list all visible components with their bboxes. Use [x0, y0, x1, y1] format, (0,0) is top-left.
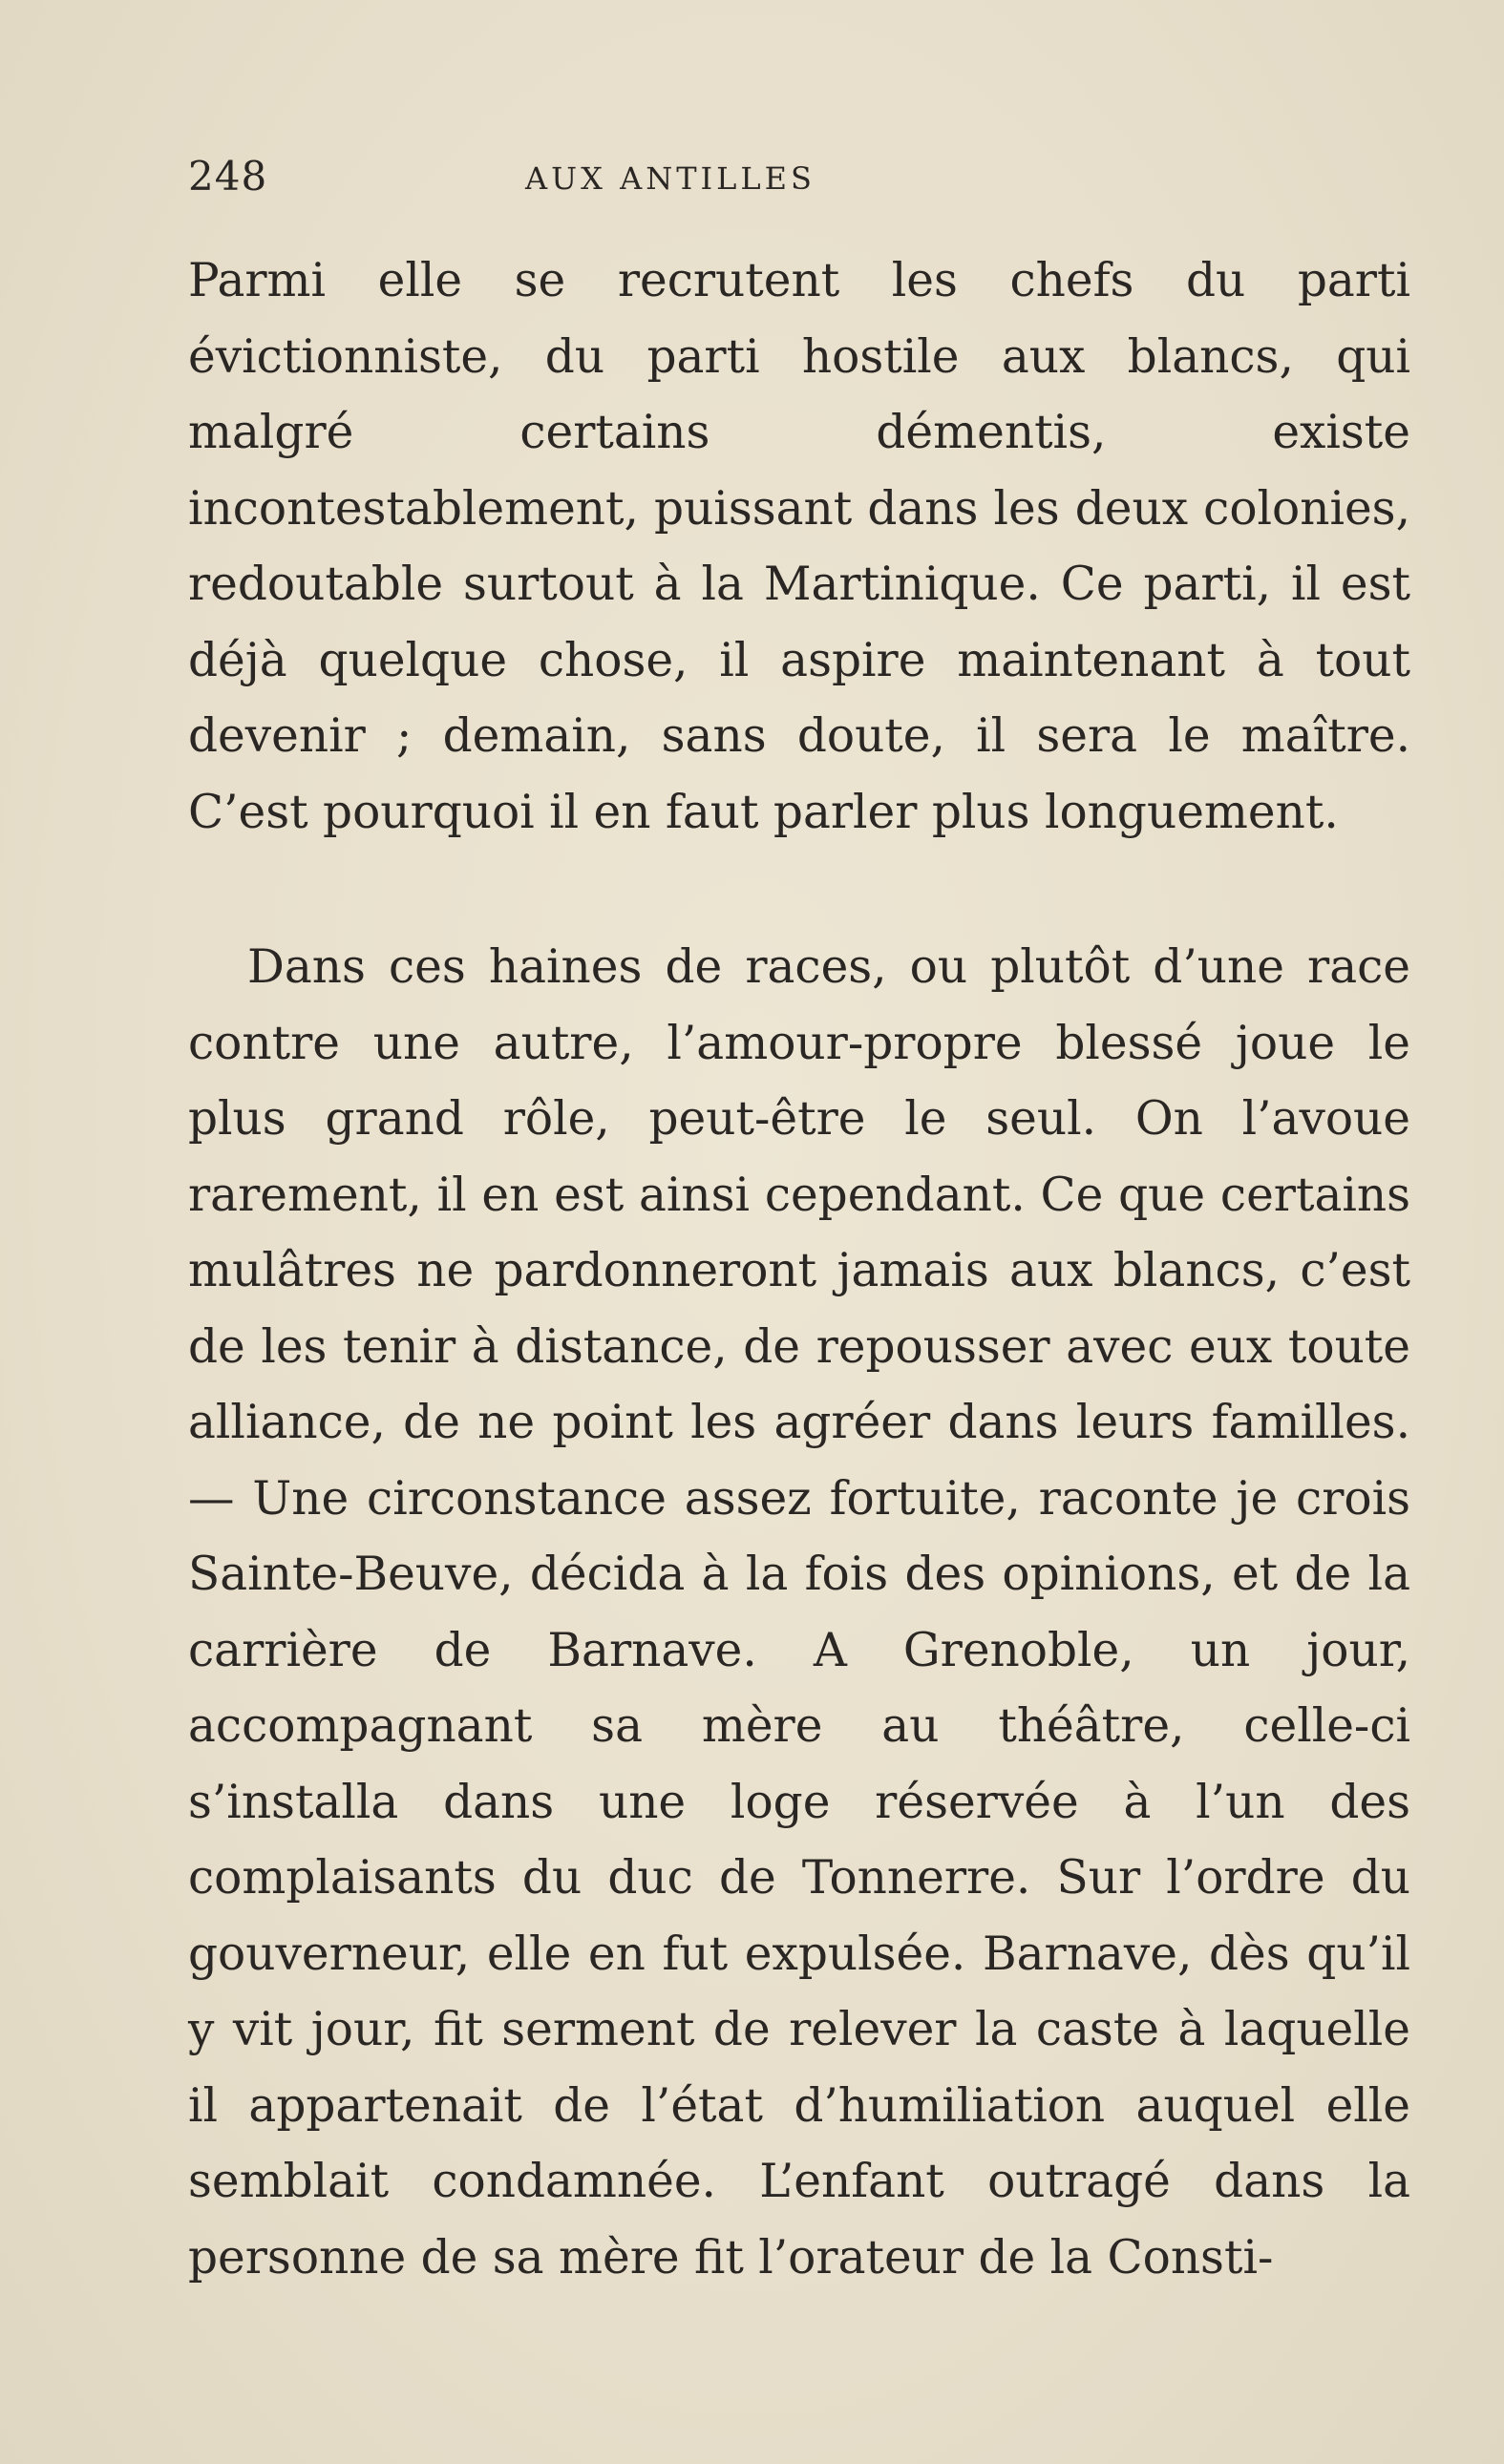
running-head: AUX ANTILLES: [525, 160, 816, 197]
page-number: 248: [188, 153, 268, 200]
body-text: [188, 243, 1410, 2296]
page-header: [188, 153, 1410, 210]
paragraph-2: Dans ces haines de races, ou plutôt d’une race contre une autre, l’amour-propre blessé joue le plus grand rôle, peut-être le seul. On l’avoue rarement, il en est ainsi cependant. Ce que certains mulâtres ne pardonneront jamais aux blancs, c’est de les tenir à distance, de repousser avec eux toute alliance, de ne point les agréer dans leurs familles.— Une circonstance assez fortuite, raconte je crois Sainte-Beuve, décida à la fois des opinions, et de la carrière de Barnave. A Grenoble, un jour, accompagnant sa mère au théâtre, celle-ci s’installa dans une loge réservée à l’un des complaisants du duc de Tonnerre. Sur l’ordre du gouverneur, elle en fut expulsée. Barnave, dès qu’il y vit jour, fit serment de relever la caste à laquelle il appartenait de l’état d’humiliation auquel elle semblait condamnée. L’enfant outragé dans la personne de sa mère fit l’orateur de la Consti-: [188, 940, 1410, 2285]
paragraph-1: Parmi elle se recrutent les chefs du parti évictionniste, du parti hostile aux blancs, qui malgré certains démentis, existe incontestablement, puissant dans les deux colonies, redoutable surtout à la Martinique. Ce parti, il est déjà quelque chose, il aspire maintenant à tout devenir ; demain, sans doute, il sera le maître. C’est pourquoi il en faut parler plus longuement.: [188, 254, 1410, 839]
paragraph-gap: [188, 851, 1410, 930]
